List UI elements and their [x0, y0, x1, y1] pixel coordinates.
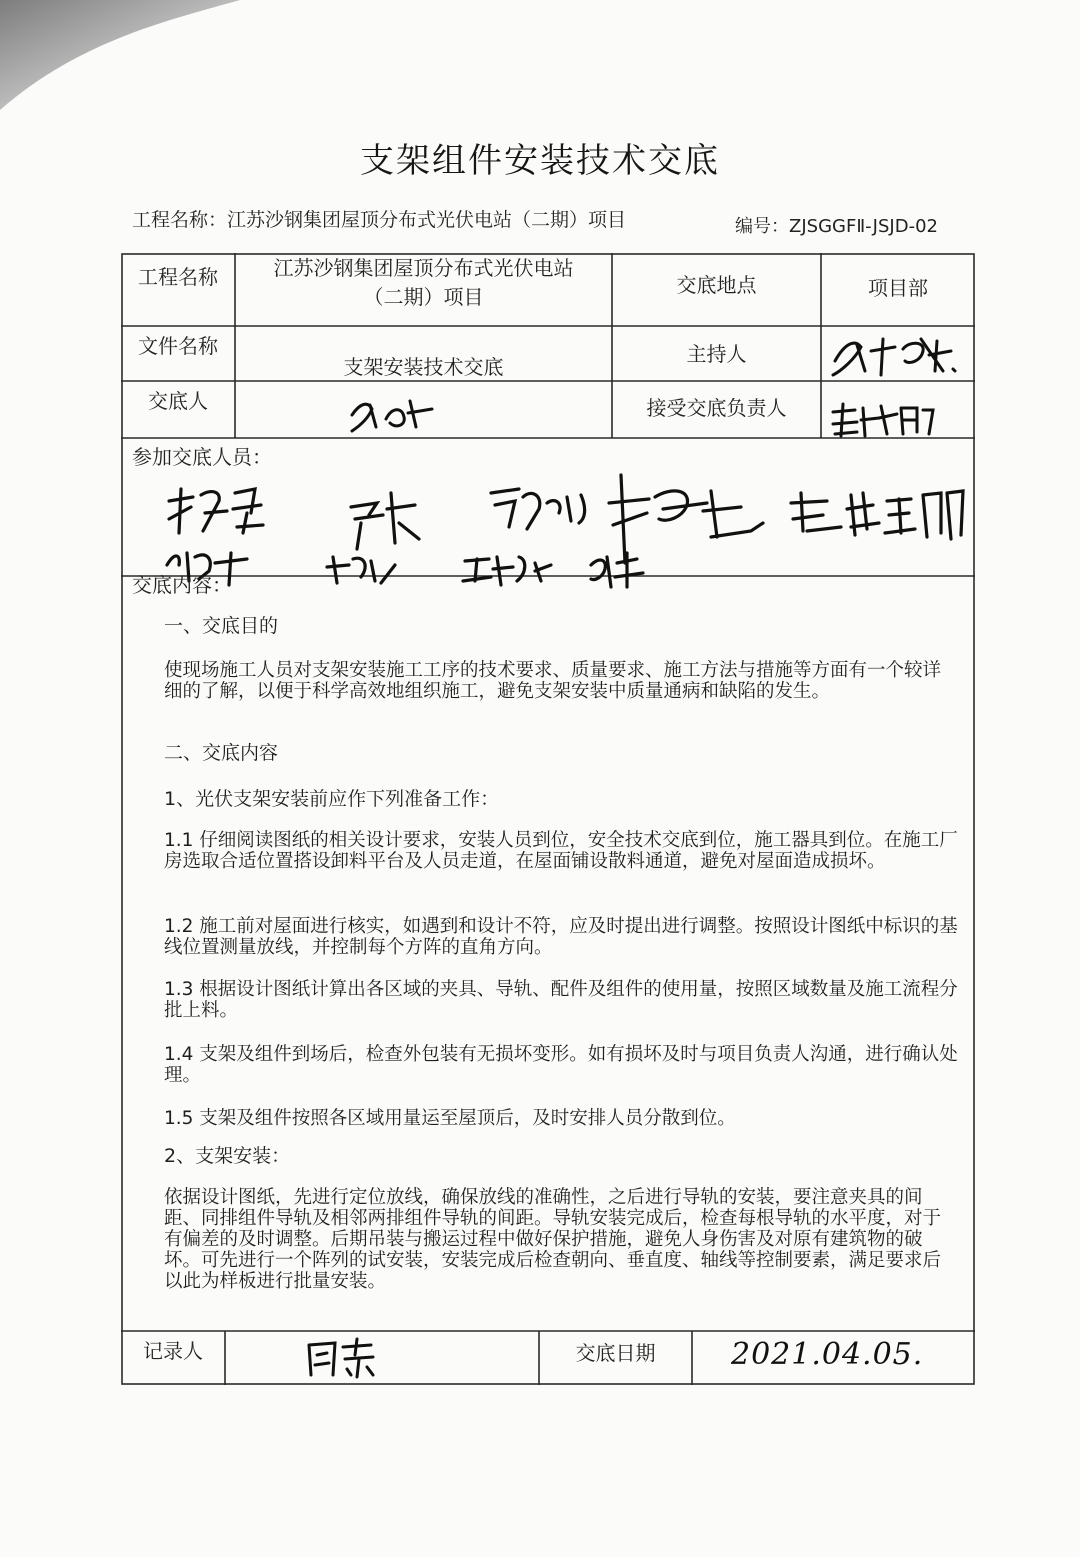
participants-signatures	[151, 453, 981, 603]
content-label: 交底内容：	[132, 573, 232, 597]
receiver-label: 接受交底负责人	[646, 396, 787, 420]
receiver-signature	[829, 398, 939, 440]
item2-body: 依据设计图纸，先进行定位放线，确保放线的准确性，之后进行导轨的安装，要注意夹具的间距、同排组件导轨及相邻两排组件导轨的间距。导轨安装完成后，检查每根导轨的水平度，对于有偏差的及时调整。后期吊装与搬运过程中做好保护措施，避免人身伤害及对原有建筑物的破坏。可先进行一个阵列的试安装，安装完成后检查朝向、垂直度、轴线等控制要素，满足要求后以此为样板进行批量安装。	[164, 1187, 942, 1292]
presenter-label: 交底人	[148, 389, 208, 413]
date-value: 2021.04.05.	[731, 1337, 924, 1372]
section1-body: 使现场施工人员对支架安装施工工序的技术要求、质量要求、施工方法与措施等方面有一个较详细的了解，以便于科学高效地组织施工，避免支架安装中质量通病和缺陷的发生。	[164, 660, 942, 702]
document-number: 编号：ZJSGGFⅡ-JSJD-02	[735, 216, 938, 237]
section2-title: 二、交底内容	[164, 742, 279, 764]
host-label: 主持人	[686, 342, 747, 366]
project-name-label: 工程名称	[138, 265, 218, 289]
recorder-signature	[301, 1335, 391, 1381]
file-name-value: 支架安装技术交底	[343, 355, 504, 379]
project-name-value-line1: 江苏沙钢集团屋顶分布式光伏电站	[273, 256, 574, 280]
section1-title: 一、交底目的	[164, 615, 279, 637]
recorder-label: 记录人	[143, 1339, 203, 1363]
host-signature	[825, 331, 965, 381]
presenter-signature	[346, 393, 446, 435]
project-name-value-line2: （二期）项目	[363, 285, 484, 309]
date-label: 交底日期	[575, 1341, 656, 1365]
location-value: 项目部	[868, 276, 928, 300]
disclosure-form-table	[121, 253, 975, 1385]
project-name-header: 工程名称：江苏沙钢集团屋顶分布式光伏电站（二期）项目	[132, 209, 627, 231]
location-label: 交底地点	[676, 273, 757, 297]
document-title: 支架组件安装技术交底	[360, 141, 720, 181]
file-name-label: 文件名称	[138, 334, 218, 358]
item1-4: 1.4 支架及组件到场后，检查外包装有无损坏变形。如有损坏及时与项目负责人沟通，进行确认处理。	[164, 1044, 958, 1086]
participants-label: 参加交底人员：	[132, 445, 272, 469]
item2-title: 2、支架安装：	[164, 1145, 291, 1167]
item1-3: 1.3 根据设计图纸计算出各区域的夹具、导轨、配件及组件的使用量，按照区域数量及施工流程分批上料。	[164, 979, 958, 1021]
item1-title: 1、光伏支架安装前应作下列准备工作：	[164, 788, 500, 810]
item1-5: 1.5 支架及组件按照各区域用量运至屋顶后，及时安排人员分散到位。	[164, 1108, 736, 1129]
item1-2: 1.2 施工前对屋面进行核实，如遇到和设计不符，应及时提出进行调整。按照设计图纸中标识的基线位置测量放线，并控制每个方阵的直角方向。	[164, 916, 958, 958]
item1-1: 1.1 仔细阅读图纸的相关设计要求，安装人员到位，安全技术交底到位，施工器具到位。在施工厂房选取合适位置搭设卸料平台及人员走道，在屋面铺设散料通道，避免对屋面造成损坏。	[164, 830, 958, 872]
